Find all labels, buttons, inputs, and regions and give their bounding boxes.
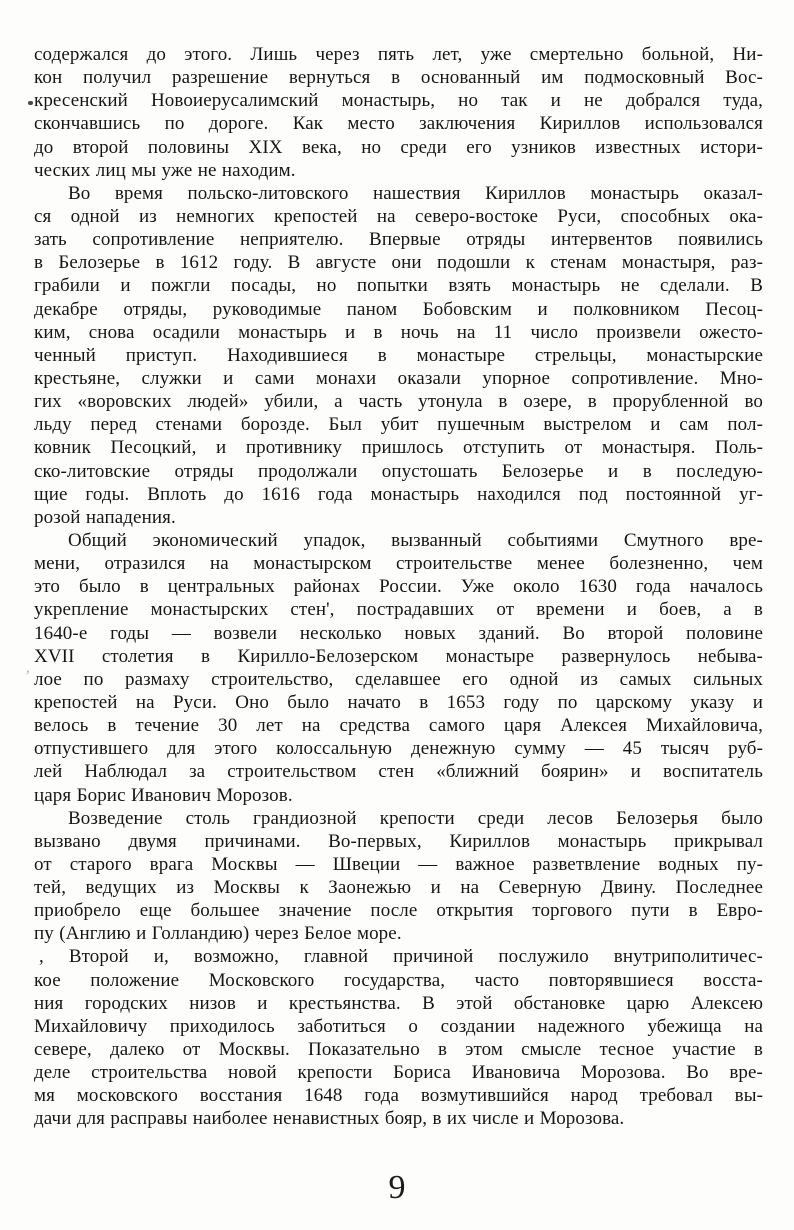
text-line: кон получил разрешение вернуться в основанный им подмосковный Вос- xyxy=(34,67,763,89)
text-line: мя московского восстания 1648 года возмутившийся народ требовал вы- xyxy=(34,1085,763,1107)
text-line: отпустившего для этого колоссальную денежную сумму — 45 тысяч руб- xyxy=(34,738,763,760)
text-line: велось в течение 30 лет на средства самого царя Алексея Михайловича, xyxy=(34,715,763,737)
text-line: кресенский Новоиерусалимский монастырь, но так и не добрался туда, xyxy=(34,90,763,112)
paragraph xyxy=(34,529,763,807)
paragraph xyxy=(34,807,763,946)
paragraph xyxy=(34,182,763,529)
text-line: щие годы. Вплоть до 1616 года монастырь находился под постоянной уг- xyxy=(34,483,763,505)
text-line: дачи для расправы наиболее ненавистных бояр, в их числе и Морозова. xyxy=(34,1108,625,1130)
text-line: декабре отряды, руководимые паном Бобовским и полковником Песоц- xyxy=(34,298,763,320)
text-line: 1640-е годы — возвели несколько новых зданий. Во второй половине xyxy=(34,622,763,644)
text-line: грабили и пожгли посады, но попытки взять монастырь не сделали. В xyxy=(34,275,763,297)
text-line: зать сопротивление неприятелю. Впервые отряды интервентов появились xyxy=(34,229,763,251)
text-line: Во время польско-литовского нашествия Кириллов монастырь оказал- xyxy=(68,182,763,204)
text-line: лое по размаху строительство, сделавшее его одной из самых сильных xyxy=(34,668,763,690)
paragraph xyxy=(34,945,763,1130)
text-line: ким, снова осадили монастырь и в ночь на 11 число произвели ожесто- xyxy=(34,321,763,343)
text-line: содержался до этого. Лишь через пять лет, уже смертельно больной, Ни- xyxy=(34,44,763,65)
text-line: розой нападения. xyxy=(34,506,176,528)
text-line: ченный приступ. Находившиеся в монастыре стрельцы, монастырские xyxy=(34,344,763,366)
text-line: до второй половины XIX века, но среди его узников известных истори- xyxy=(34,136,763,158)
text-line: укрепление монастырских стен', пострадавших от времени и боев, а в xyxy=(34,599,763,621)
text-line: льду перед стенами борозде. Был убит пушечным выстрелом и сам пол- xyxy=(34,414,763,436)
text-line: кое положение Московского государства, часто повторявшиеся восста- xyxy=(34,969,763,991)
text-line: от старого врага Москвы — Швеции — важное разветвление водных пу- xyxy=(34,853,763,875)
text-line: Возведение столь грандиозной крепости среди лесов Белозерья было xyxy=(68,807,763,829)
text-line: это было в центральных районах России. Уже около 1630 года началось xyxy=(34,576,763,598)
text-line: ния городских низов и крестьянства. В этой обстановке царю Алексею xyxy=(34,992,763,1014)
text-line: скончавшись по дороге. Как место заключения Кириллов использовался xyxy=(34,113,763,135)
text-block xyxy=(34,43,763,1131)
scan-artifact-dot xyxy=(28,101,33,105)
text-line: севере, далеко от Москвы. Показательно в этом смысле тесное участие в xyxy=(34,1039,763,1061)
text-line: пу (Англию и Голландию) через Белое море. xyxy=(34,923,402,945)
text-line: ся одной из немногих крепостей на северо-востоке Руси, способных ока- xyxy=(34,205,763,227)
text-line: Михайловичу приходилось заботиться о создании надежного убежища на xyxy=(34,1015,763,1037)
text-line: , Второй и, возможно, главной причиной послужило внутриполитичес- xyxy=(39,946,763,968)
text-line: XVII столетия в Кирилло-Белозерском монастыре развернулось небыва- xyxy=(34,645,763,667)
text-line: лей Наблюдал за строительством стен «ближний боярин» и воспитатель xyxy=(34,761,763,783)
text-line: ско-литовские отряды продолжали опустошать Белозерье и в последую- xyxy=(34,460,763,482)
page-number: 9 xyxy=(388,1169,406,1206)
text-line: гих «воровских людей» убили, а часть утонула в озере, в прорубленной во xyxy=(34,391,763,413)
text-line: приобрело еще большее значение после открытия торгового пути в Евро- xyxy=(34,900,763,922)
text-line: тей, ведущих из Москвы к Заонежью и на Северную Двину. Последнее xyxy=(34,877,763,899)
text-line: Общий экономический упадок, вызванный событиями Смутного вре- xyxy=(68,529,763,551)
paragraph xyxy=(34,43,763,182)
text-line: ковник Песоцкий, и противнику пришлось отступить от монастыря. Поль- xyxy=(34,437,763,459)
text-line: вызвано двумя причинами. Во-первых, Кириллов монастырь прикрывал xyxy=(34,830,763,852)
text-line: крепостей на Руси. Оно было начато в 1653 году по царскому указу и xyxy=(34,691,763,713)
text-line: царя Борис Иванович Морозов. xyxy=(34,784,293,806)
scan-artifact-comma: , xyxy=(26,660,30,676)
text-line: ческих лиц мы уже не находим. xyxy=(34,159,296,181)
text-line: крестьяне, служки и сами монахи оказали упорное сопротивление. Мно- xyxy=(34,367,763,389)
text-line: в Белозерье в 1612 году. В августе они подошли к стенам монастыря, раз- xyxy=(34,252,763,274)
text-line: мени, отразился на монастырском строительстве менее болезненно, чем xyxy=(34,553,763,575)
text-line: деле строительства новой крепости Бориса Ивановича Морозова. Во вре- xyxy=(34,1062,763,1084)
